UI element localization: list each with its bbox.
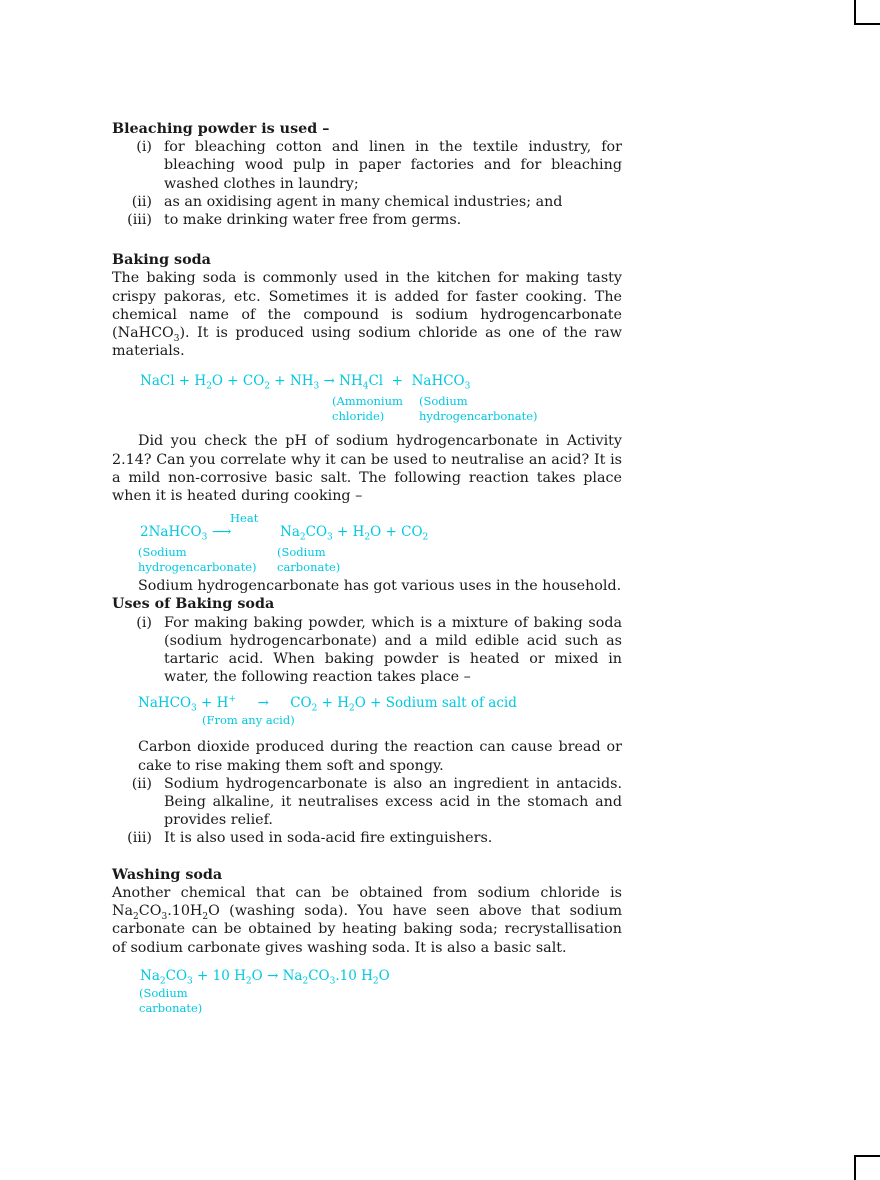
list-item: (iii) to make drinking water free from germs.: [127, 212, 462, 229]
bleaching-heading: Bleaching powder is used –: [112, 121, 330, 137]
washing-soda-heading: Washing soda: [112, 866, 223, 883]
list-item: (i) for bleaching cotton and linen in the textile industry, for bleaching wood pulp in paper factories and for bleaching washed clothes in laundry;: [136, 139, 622, 192]
equation-nahco3-formation: [112, 372, 622, 430]
baking-soda-household-uses: Sodium hydrogencarbonate has got various uses in the household.: [138, 578, 622, 595]
list-item: (ii) Sodium hydrogencarbonate is also an ingredient in antacids. Being alkaline, it neutralises excess acid in the stomach and provides relief.: [131, 775, 622, 829]
bleaching-uses-list: [112, 138, 622, 229]
page-content: [112, 120, 622, 1015]
label-from-any-acid: (From any acid): [202, 713, 295, 728]
label-sodium-carbonate: (Sodium carbonate): [139, 985, 203, 1015]
crop-mark-bottom-horizontal: [854, 1155, 880, 1157]
baking-soda-ph-paragraph: Did you check the pH of sodium hydrogencarbonate in Activity 2.14? Can you correlate why it can be used to neutralise an acid? It is a mild non-corrosive basic salt. The following reaction takes place when it is heated during cooking –: [112, 433, 622, 505]
equation-reactants: NaHCO$_3$ + H+ → $CO_2 + H_2O$ + Sodium salt of acid: [138, 694, 517, 715]
equation-washing-soda: [112, 967, 622, 1015]
label-sodium-hydrogencarbonate: (Sodium hydrogencarbonate): [138, 545, 257, 575]
equation-reactant: 2NaHCO$_3$: [140, 524, 208, 543]
crop-mark-bottom-vertical: [854, 1155, 856, 1180]
list-item: (ii) as an oxidising agent in many chemical industries; and: [131, 193, 563, 210]
crop-mark-top-vertical: [854, 0, 856, 25]
uses-list-part2: [112, 775, 622, 848]
equation-products: $Na_2CO_3 + H_2O + CO_2$: [280, 524, 429, 543]
label-sodium-carbonate: (Sodium carbonate): [277, 545, 341, 575]
equation-formula: NaCl + $H_2O + CO_2 + NH_3 \to NH_4Cl$ + NaHCO$_3$: [140, 373, 471, 393]
equation-nahco3-heating: [112, 511, 622, 575]
uses-list-part1: [112, 614, 622, 687]
baking-soda-intro: The baking soda is commonly used in the kitchen for making tasty crispy pakoras, etc. Sometimes it is added for faster cooking. The chemical name of the compound is sodium hydrogencarbonate (NaHCO$_3$). It is produced using sodium chloride as one of the raw materials.: [112, 270, 622, 360]
label-sodium-hydrogencarbonate: (Sodium hydrogencarbonate): [419, 394, 538, 424]
list-item: (i) For making baking powder, which is a mixture of baking soda (sodium hydrogencarbonate) and a mild edible acid such as tartaric acid. When baking powder is heated or mixed in water, the following reaction takes place –: [136, 614, 622, 686]
washing-soda-paragraph: Another chemical that can be obtained from sodium chloride is $Na_2CO_3.10H_2O$ (washing soda). You have seen above that sodium carbonate can be obtained by heating baking soda; recrystallisation of sodium carbonate gives washing soda. It is also a basic salt.: [112, 884, 622, 956]
reaction-arrow: ⟶: [212, 524, 232, 541]
list-item: (iii) It is also used in soda-acid fire extinguishers.: [127, 830, 493, 847]
uses-heading: Uses of Baking soda: [112, 596, 275, 613]
crop-mark-top-horizontal: [854, 23, 880, 25]
equation-baking-powder: [112, 694, 622, 732]
co2-paragraph: Carbon dioxide produced during the reaction can cause bread or cake to rise making them soft and spongy.: [138, 739, 622, 774]
baking-soda-heading: Baking soda: [112, 252, 211, 269]
label-heat: Heat: [230, 511, 259, 526]
label-ammonium-chloride: (Ammonium chloride): [332, 394, 403, 424]
equation-formula: $Na_2CO_3 + 10$ $H_2O \to Na_2CO_3.10$ $H_2O$: [140, 967, 390, 987]
